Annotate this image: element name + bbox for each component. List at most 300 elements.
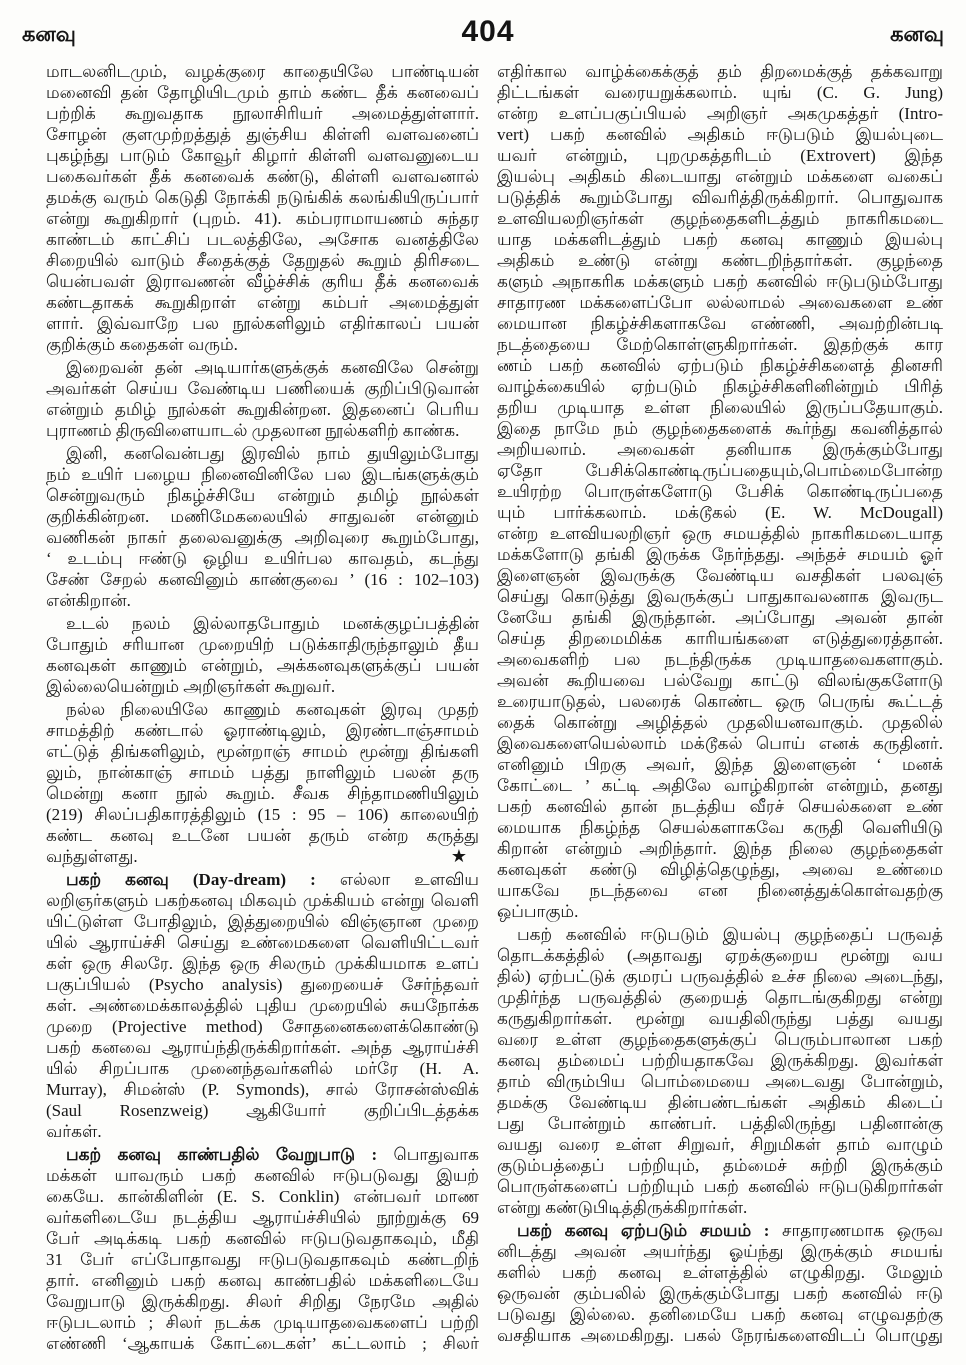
text-line <box>497 859 943 880</box>
text-line <box>46 229 479 250</box>
line-text: 31 பேர் எப்போதாவது ஈடுபடுவதாகவும் கண்டறிந் <box>46 1250 479 1269</box>
line-text: vert) பகற் கனவில் அதிகம் ஈடுபடும் இயல்புடை <box>497 125 943 144</box>
text-line <box>497 502 943 523</box>
text-line <box>497 145 943 166</box>
line-text: யிட்டுள்ள போதிலும், இத்துறையில் விஞ்ஞான முறை <box>46 912 479 931</box>
line-text: இதை நாமே நம் குழந்தைகளைக் கூர்ந்து கவனித்தால் <box>497 419 943 438</box>
text-line <box>46 187 479 208</box>
line-text: ஏதோ பேசிக்கொண்டிருப்பதையும்,பொம்மைபோன்ற <box>497 461 943 480</box>
text-line <box>497 691 943 712</box>
line-text: கள். அண்மைக்காலத்தில் புதிய முறையில் சுயநோக்க <box>46 996 479 1015</box>
line-content <box>497 1030 943 1049</box>
line-text: எட்டுத் திங்களிலும், மூன்றாஞ் சாமம் மூன்று திங்களி <box>46 742 479 761</box>
text-line <box>46 166 479 187</box>
line-text: வாழ்க்கையில் ஏற்படும் நிகழ்ச்சிகளினின்றும் பிரித் <box>497 377 943 396</box>
text-line <box>497 649 943 670</box>
line-content <box>497 125 943 144</box>
running-head-right: கனவு <box>890 22 944 46</box>
line-content <box>46 826 479 845</box>
line-text: அறியலாம். அவைகள் தனியாக இருக்கும்போது <box>497 440 943 459</box>
line-content <box>497 545 943 564</box>
line-content <box>497 818 943 837</box>
text-line <box>497 838 943 859</box>
text-line <box>46 569 479 590</box>
text-line <box>46 1165 479 1186</box>
line-content <box>497 272 943 291</box>
line-text: அவைகளிற் பல நடந்திருக்க முடியாதவைகளாகும். <box>497 650 943 669</box>
line-content <box>46 1017 479 1036</box>
line-content <box>497 1177 943 1196</box>
line-content <box>497 1263 943 1282</box>
run-in-heading: பகற் கனவு (Day-dream) : <box>66 870 316 889</box>
text-line <box>497 1050 943 1071</box>
line-content <box>497 167 943 186</box>
line-text: நம் உயிர் பழைய நினைவினிலே பல இடங்களுக்கும் <box>46 465 479 484</box>
section-paragraph <box>46 1144 479 1354</box>
line-text: களும் அநாகரிக மக்களும் பகற் கனவில் ஈடுபடும்போது <box>497 272 943 291</box>
line-text: தறிய முடியாத உள்ள நிலையில் இருப்பதேயாகும். <box>497 398 943 417</box>
line-text: கருதுகிறார்கள். மூன்று வயதிலிருந்து பத்து வயது <box>497 1009 943 1028</box>
line-text: எதிர்கால வாழ்க்கைக்குத் தம் திறமைக்குத் தக்கவாறு <box>497 62 943 81</box>
line-text: கனவுகள் காணும் என்றும், அக்கனவுகளுக்குப் பயன் <box>46 656 479 675</box>
line-text: சோழன் குளமுற்றத்துத் துஞ்சிய கிள்ளி வளவனைப் <box>46 125 479 144</box>
text-line <box>497 1304 943 1325</box>
line-content <box>497 650 943 669</box>
line-content <box>497 104 943 123</box>
text-line <box>497 355 943 376</box>
text-line <box>46 1037 479 1058</box>
line-content <box>46 975 479 994</box>
line-text: பகுப்பியல் (Psycho analysis) துறையைச் சேர்ந்தவர் <box>46 975 479 994</box>
line-text: லறிஞர்களும் பகற்கனவு மிகவும் முக்கியம் என்று வெளி <box>46 891 479 910</box>
line-text: என்ற உளவியலறிஞர் ஒரு சமயத்தில் நாகரிகமடையாத <box>497 524 943 543</box>
line-text: கையே. கான்கிளின் (E. S. Conklin) என்பவர் மாண <box>46 1187 479 1206</box>
line-text: வேறுபாடு இருக்கிறது. சிலர் சிறிது நேரமே அதில் <box>46 1292 479 1311</box>
text-line <box>46 82 479 103</box>
line-content <box>497 629 943 648</box>
text-line <box>497 607 943 628</box>
line-content <box>497 1009 943 1028</box>
line-text: சேண் சேறல் கனவினும் காண்குவை ’ (16 : 102–103) <box>46 570 479 589</box>
line-content <box>46 1334 479 1353</box>
line-text: வணிகன் நாகர் தலைவனுக்கு அறிவுரை கூறும்போது, <box>46 528 479 547</box>
line-text: பொதுவாக <box>393 1145 479 1164</box>
line-text: இளைஞன் இவருக்கு வேண்டிய வசதிகள் பலவுஞ் <box>497 566 943 585</box>
text-line <box>497 1176 943 1197</box>
text-line <box>497 1220 943 1241</box>
line-content <box>46 314 479 333</box>
line-content <box>46 784 479 803</box>
line-text: மக்களோடு தங்கி இருக்க நேர்ந்தது. அந்தச் சமயம் ஓர் <box>497 545 943 564</box>
line-text: பகற் கனவை ஆராய்ந்திருக்கிறார்கள். அந்த ஆராய்ச்சி <box>46 1038 479 1057</box>
line-content <box>46 891 479 910</box>
text-line <box>497 565 943 586</box>
line-content <box>497 83 943 102</box>
line-text: எல்லா உளவிய <box>339 870 479 889</box>
text-line <box>497 376 943 397</box>
line-content <box>497 967 943 986</box>
text-line <box>46 1058 479 1079</box>
paragraph <box>46 613 479 697</box>
line-content <box>497 398 943 417</box>
line-text: என்ற உளப்பகுப்பியல் அறிஞர் அகமுகத்தர் (Intro- <box>497 104 943 123</box>
line-text: அவன் கூறியவை பல்வேறு காட்டு விலங்குகளோடு <box>497 671 943 690</box>
line-text: குறிக்கின்றன. மணிமேகலையில் சாதுவன் என்னும் <box>46 507 479 526</box>
text-line <box>46 1312 479 1333</box>
text-line <box>497 901 943 922</box>
line-text: இயல்பு அதிகம் கிடையாது என்றும் மக்களை வகைப் <box>497 167 943 186</box>
text-line <box>497 628 943 649</box>
text-line <box>46 548 479 569</box>
line-content <box>497 62 943 81</box>
line-content <box>497 1051 943 1070</box>
line-text: சிறையில் வாடும் சீதைக்குத் தேறுதல் கூறும் திரிசடை <box>46 251 479 270</box>
line-text: சென்றுவரும் நிகழ்ச்சியே என்றும் தமிழ் நூல்கள் <box>46 486 479 505</box>
line-content <box>497 1326 943 1345</box>
line-content <box>46 763 479 782</box>
text-line <box>497 712 943 733</box>
text-line <box>46 825 479 846</box>
text-line <box>497 460 943 481</box>
line-text: உடல் நலம் இல்லாதபோதும் மனக்குழப்பத்தின் <box>66 614 479 633</box>
text-line <box>46 1100 479 1121</box>
line-content <box>46 1271 479 1290</box>
line-text: சாமத்திற் கண்டால் ஓராண்டிலும், இரண்டாஞ்சாமம் <box>46 721 479 740</box>
line-text: (219) சிலப்பதிகாரத்திலும் (15 : 95 – 106) காலையிற் <box>46 805 479 824</box>
paragraph <box>46 61 479 355</box>
line-content <box>497 988 943 1007</box>
text-line <box>497 187 943 208</box>
text-line <box>497 397 943 418</box>
text-line <box>46 846 479 867</box>
line-content <box>46 293 479 312</box>
line-text: வந்துள்ளது. <box>46 847 138 866</box>
line-content <box>497 1093 943 1112</box>
text-line <box>497 1262 943 1283</box>
line-text: தில்) ஏற்பட்டுக் குமரப் பருவத்தில் உச்ச நிலை அடைந்து, <box>497 967 943 986</box>
line-content <box>46 83 479 102</box>
text-line <box>46 890 479 911</box>
line-content <box>497 482 943 501</box>
line-content <box>497 1198 747 1217</box>
line-content <box>46 507 479 526</box>
line-content <box>497 1135 943 1154</box>
line-text: உரையாடுதல், பலரைக் கொண்ட ஒரு பெருங் கூட்டத் <box>497 692 943 711</box>
line-content <box>497 566 943 585</box>
text-line <box>46 590 479 611</box>
line-content <box>46 1313 479 1332</box>
line-text: வரை உள்ள குழந்தைகளுக்குப் பெரும்பாலான பகற் <box>497 1030 943 1049</box>
line-content <box>497 356 943 375</box>
line-content <box>46 251 479 270</box>
line-content <box>46 591 131 610</box>
line-content <box>517 1221 943 1240</box>
line-content <box>497 1305 943 1324</box>
line-text: கிறான் என்றும் அறிந்தார். இந்த நிலை குழந்தைகள் <box>497 839 943 858</box>
line-content <box>497 503 943 522</box>
line-text: ஒப்பாகும். <box>497 902 579 921</box>
line-text: ளார். இவ்வாறே பல நூல்களிலும் எதிர்காலப் பயன் <box>46 314 479 333</box>
text-line <box>497 670 943 691</box>
line-text: படுத்திக் கூறும்போது விவரித்திருக்கிறார். பொதுவாக <box>497 188 943 207</box>
line-text: கனவுகள் கண்டு விழித்தெழுந்து, அவை உண்மை <box>497 860 943 879</box>
line-text: தைக் கொன்று அழித்தல் முதலியனவாகும். முதலில் <box>497 713 943 732</box>
text-line <box>497 754 943 775</box>
line-text: என்று கண்டுபிடித்திருக்கிறார்கள். <box>497 1198 748 1217</box>
paragraph <box>46 699 479 867</box>
line-content <box>497 734 943 753</box>
text-line <box>497 61 943 82</box>
text-line <box>46 699 479 720</box>
paragraph <box>497 61 943 922</box>
line-content <box>497 671 943 690</box>
line-content <box>46 549 479 568</box>
line-content <box>46 486 479 505</box>
text-line <box>46 953 479 974</box>
line-text: ஒருவன் கும்பலில் இருக்கும்போது பகற் கனவில் ஈடு <box>497 1284 943 1303</box>
line-text: குடும்பத்தைப் பற்றியும், தம்மைச் சுற்றி இருக்கும் <box>497 1156 943 1175</box>
line-text: Murray), சிமன்ஸ் (P. Symonds), சால் ரோசன்ஸ்விக் <box>46 1080 479 1099</box>
line-text: என்கிறான். <box>46 591 131 610</box>
paragraph <box>497 924 943 1218</box>
line-content <box>46 230 479 249</box>
line-text: களில் பகற் கனவு உள்ளத்தில் எழுகிறது. மேலும் <box>497 1263 943 1282</box>
line-content <box>46 656 479 675</box>
text-line <box>497 334 943 355</box>
text-line <box>497 292 943 313</box>
line-text: யென்பவள் இராவணன் வீழ்ச்சிக் குரிய தீக் கனவைக் <box>46 272 479 291</box>
line-content <box>66 870 479 889</box>
line-text: னிடத்து அவன் அயர்ந்து ஓய்ந்து இருக்கும் சமயங் <box>497 1242 943 1261</box>
text-line <box>497 418 943 439</box>
line-text: பகைவர்கள் தீக் கனவைக் கண்டு, கிள்ளி வளவனால் <box>46 167 479 186</box>
text-line <box>497 1071 943 1092</box>
text-line <box>46 1228 479 1249</box>
line-content <box>517 925 943 944</box>
text-line <box>497 481 943 502</box>
line-content <box>66 1145 479 1164</box>
text-line <box>46 974 479 995</box>
line-content <box>497 755 943 774</box>
line-content <box>46 1122 102 1141</box>
text-line <box>46 208 479 229</box>
text-line <box>497 987 943 1008</box>
line-text: ஈடுபடலாம் ; சிலர் நடக்க முடியாதவைகளைப் பற்றி <box>46 1313 479 1332</box>
text-line <box>46 1144 479 1165</box>
line-content <box>497 1072 943 1091</box>
line-text: வர்கள். <box>46 1122 102 1141</box>
text-line <box>46 804 479 825</box>
line-text: என்றும் தமிழ் நூல்கள் கூறுகின்றன. இதனைப் பெரிய <box>46 400 479 419</box>
line-content <box>497 776 943 795</box>
text-line <box>497 271 943 292</box>
line-content <box>497 335 943 354</box>
line-content <box>46 465 479 484</box>
text-line <box>497 544 943 565</box>
line-content <box>46 721 479 740</box>
text-line <box>46 1186 479 1207</box>
text-line <box>46 357 479 378</box>
line-text: கோட்டை ’ கட்டி அதிலே வாழ்கிறான் என்றும், தனது <box>497 776 943 795</box>
line-content <box>497 902 578 921</box>
line-text: (Saul Rosenzweig) ஆகியோர் குறிப்பிடத்தக்க <box>46 1101 479 1120</box>
line-text: குறிக்கும் கதைகள் வரும். <box>46 335 238 354</box>
line-text: இவைகளையெல்லாம் மக்டூகல் பொய் எனக் கருதினர். <box>497 734 943 753</box>
line-text: தமக்கு வரும் கெடுதி நோக்கி நடுங்கிக் கலங்கியிருப்பார் <box>46 188 479 207</box>
line-content <box>497 209 943 228</box>
line-content <box>46 62 479 81</box>
text-line <box>46 420 479 441</box>
line-content <box>46 167 479 186</box>
text-line <box>497 166 943 187</box>
text-line <box>46 124 479 145</box>
text-line <box>46 313 479 334</box>
line-text: காண்டம் காட்சிப் படலத்திலே, அசோக வனத்திலே <box>46 230 479 249</box>
run-in-heading: பகற் கனவு காண்பதில் வேறுபாடு : <box>66 1145 378 1164</box>
text-line <box>46 720 479 741</box>
line-content <box>46 209 479 228</box>
section-paragraph <box>497 1220 943 1346</box>
text-line <box>497 1241 943 1262</box>
text-line <box>46 145 479 166</box>
line-content <box>46 421 459 440</box>
text-line <box>497 1029 943 1050</box>
line-content <box>46 528 479 547</box>
line-content <box>46 125 479 144</box>
line-content <box>46 954 479 973</box>
line-content <box>46 1229 479 1248</box>
line-text: தொடக்கத்தில் (அதாவது ஏறக்குறைய மூன்று வய <box>497 946 943 965</box>
line-content <box>66 358 479 377</box>
line-content <box>46 379 479 398</box>
line-content <box>46 188 479 207</box>
line-text: மையாக நிகழ்ந்த செயல்களாகவே கருதி வெளியிடு <box>497 818 943 837</box>
line-text: மனைவி தன் தோழியிடமும் தாம் கண்ட தீக் கனவைப் <box>46 83 479 102</box>
text-line <box>46 527 479 548</box>
line-text: வசதியாக அமைகிறது. பகல் நேரங்களைவிடப் பொழுது <box>497 1326 943 1345</box>
article-end-star-icon: ★ <box>450 846 467 867</box>
text-line <box>46 995 479 1016</box>
text-line <box>497 1197 943 1218</box>
line-text: மென்று கனா நூல் கூறும். சீவக சிந்தாமணியிலும் <box>46 784 479 803</box>
line-content <box>497 1114 943 1133</box>
text-line <box>497 82 943 103</box>
line-text: எண்ணி ‘ஆகாயக் கோட்டைகள்’ கட்டலாம் ; சிலர் <box>46 1334 479 1353</box>
line-text: இல்லையென்றும் அறிஞர்கள் கூறுவர். <box>46 677 336 696</box>
line-text: செய்த திறமைமிக்க காரியங்களை எடுத்துரைத்தான். <box>497 629 943 648</box>
line-content <box>497 251 943 270</box>
text-line <box>497 439 943 460</box>
line-content <box>497 839 943 858</box>
line-content <box>46 1038 479 1057</box>
text-line <box>46 1079 479 1100</box>
line-text: முதிர்ந்த பருவத்தில் குறையத் தொடங்குகிறது என்று <box>497 988 943 1007</box>
text-line <box>46 61 479 82</box>
line-text: பகற் கனவில் ஈடுபடும் இயல்பு குழந்தைப் பருவத் <box>517 925 943 944</box>
text-line <box>46 741 479 762</box>
line-text: சாதாரண மக்களைப்போ லல்லாமல் அவைகளை உண் <box>497 293 943 312</box>
text-line <box>497 1134 943 1155</box>
text-line <box>497 124 943 145</box>
line-text: நல்ல நிலையிலே காணும் கனவுகள் இரவு முதற் <box>66 700 479 719</box>
line-content <box>497 608 943 627</box>
line-content <box>46 1208 479 1227</box>
line-text: யாகவே நடந்தவை என நினைத்துக்கொள்வதற்கு <box>497 881 943 900</box>
paragraph <box>46 443 479 611</box>
right-column <box>497 61 943 1346</box>
line-content <box>66 614 479 633</box>
line-content <box>46 742 479 761</box>
line-content <box>46 805 479 824</box>
line-content <box>497 1284 943 1303</box>
line-content <box>46 1187 479 1206</box>
text-line <box>497 1092 943 1113</box>
left-column <box>46 61 479 1354</box>
line-text: தார். எனினும் பகற் கனவு காண்பதில் மக்களிடையே <box>46 1271 479 1290</box>
line-text: போதும் சரியான முறையிற் படுக்காதிருந்தாலும் தீய <box>46 635 479 654</box>
text-line <box>46 250 479 271</box>
text-line <box>497 103 943 124</box>
line-text: அவர்கள் செய்ய வேண்டிய பணியைக் குறிப்பிடுவான் <box>46 379 479 398</box>
line-content <box>46 996 479 1015</box>
line-content <box>66 700 479 719</box>
line-content <box>46 1250 479 1269</box>
text-line <box>46 443 479 464</box>
line-text: புகழ்ந்து பாடும் கோவூர் கிழார் கிள்ளி வளவனுடைய <box>46 146 479 165</box>
line-text: படுவது இல்லை. தனிமையே பகற் கனவு எழுவதற்கு <box>497 1305 943 1324</box>
line-content <box>46 146 479 165</box>
text-line <box>46 271 479 292</box>
line-content <box>497 314 943 333</box>
line-text: எனினும் பிறகு அவர், இந்த இளைஞன் ‘ மனக் <box>497 755 943 774</box>
line-content <box>46 912 479 931</box>
line-text: பேர் அடிக்கடி பகற் கனவில் ஈடுபடுவதாகவும், மீதி <box>46 1229 479 1248</box>
text-line <box>46 1270 479 1291</box>
text-line <box>497 817 943 838</box>
text-line <box>497 775 943 796</box>
line-content <box>497 946 943 965</box>
text-line <box>46 634 479 655</box>
text-line <box>46 1249 479 1270</box>
text-line <box>497 523 943 544</box>
text-line <box>46 485 479 506</box>
text-line <box>497 1283 943 1304</box>
text-line <box>46 378 479 399</box>
line-content <box>46 1292 479 1311</box>
line-content <box>46 1059 479 1078</box>
text-line <box>497 796 943 817</box>
line-content <box>497 692 943 711</box>
line-content <box>46 635 479 654</box>
line-text: தாம் விரும்பிய பொம்மையை அடைவது போன்றும், <box>497 1072 943 1091</box>
text-line <box>46 676 479 697</box>
text-line <box>46 334 479 355</box>
line-text: யவர் என்றும், புறமுகத்தரிடம் (Extrovert) இந்த <box>497 146 943 165</box>
line-content <box>497 860 943 879</box>
text-line <box>497 1325 943 1346</box>
line-content <box>46 933 479 952</box>
line-text: தமக்கு வேண்டிய தின்பண்டங்கள் அதிகம் கிடைப் <box>497 1093 943 1112</box>
line-content <box>497 587 943 606</box>
text-line <box>497 880 943 901</box>
line-text: கண்டதாகக் கூறுகிறாள் என்று கம்பர் அமைத்துள் <box>46 293 479 312</box>
line-content <box>497 377 943 396</box>
line-text: யாத மக்களிடத்தும் பகற் கனவு காணும் இயல்பு <box>497 230 943 249</box>
line-content <box>46 1166 479 1185</box>
line-content <box>46 400 479 419</box>
line-text: உளவியலறிஞர்கள் குழந்தைகளிடத்தும் நாகரிகமடை <box>497 209 943 228</box>
page-number: 404 <box>461 15 515 48</box>
